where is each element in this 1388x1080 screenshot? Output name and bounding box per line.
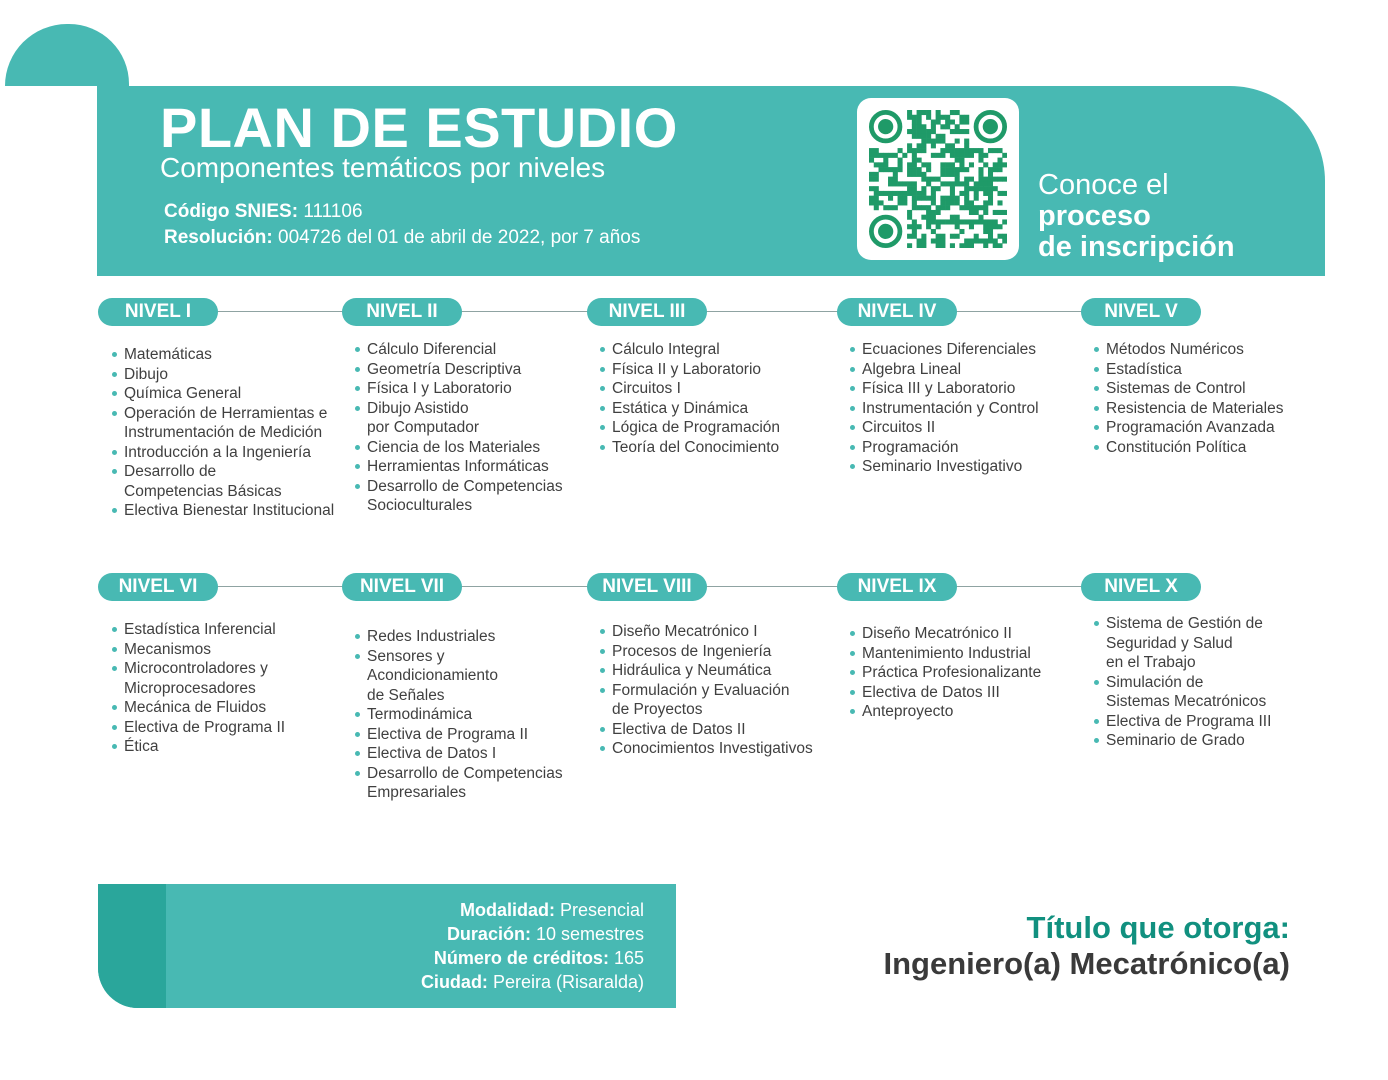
subject-item: Electiva Bienestar Institucional	[112, 501, 337, 521]
level-pill-1: NIVEL I	[98, 298, 218, 326]
subject-item: Procesos de Ingeniería	[600, 642, 830, 662]
creditos-label: Número de créditos:	[433, 948, 609, 968]
subject-item: Electiva de Programa III	[1094, 712, 1324, 732]
subject-item: Conocimientos Investigativos	[600, 739, 830, 759]
subject-item: Dibujo	[112, 365, 337, 385]
level-pill-7: NIVEL VII	[342, 573, 462, 601]
subject-item: Ciencia de los Materiales	[355, 438, 580, 458]
degree-title	[884, 910, 1291, 982]
subject-item: Programación Avanzada	[1094, 418, 1324, 438]
subject-item: Mecanismos	[112, 640, 337, 660]
level-pill-5: NIVEL V	[1081, 298, 1201, 326]
subject-item: Física II y Laboratorio	[600, 360, 830, 380]
subject-item: Redes Industriales	[355, 627, 580, 647]
subject-item: Seminario de Grado	[1094, 731, 1324, 751]
page-subtitle: Componentes temáticos por niveles	[160, 152, 606, 183]
snies-code	[164, 200, 363, 224]
snies-value: 111106	[298, 201, 363, 222]
cta-line-3: de inscripción	[1038, 231, 1235, 263]
subject-item: Ecuaciones Diferenciales	[850, 340, 1075, 360]
level-9-list	[850, 624, 1075, 722]
registration-cta	[1038, 170, 1235, 263]
subject-item: Estadística Inferencial	[112, 620, 337, 640]
subject-item: Operación de Herramientas e Instrumentación de Medición	[112, 404, 337, 443]
subject-item: Desarrollo de Competencias Básicas	[112, 462, 337, 501]
level-pill-9: NIVEL IX	[837, 573, 957, 601]
level-6-list	[112, 620, 337, 757]
resolution	[164, 226, 640, 250]
qr-code[interactable]	[857, 98, 1019, 260]
subject-item: Geometría Descriptiva	[355, 360, 580, 380]
degree-value: Ingeniero(a) Mecatrónico(a)	[883, 946, 1290, 981]
subject-item: Instrumentación y Control	[850, 399, 1075, 419]
cta-line-2: proceso	[1038, 200, 1151, 232]
subject-item: Microcontroladores y Microprocesadores	[112, 659, 337, 698]
subject-item: Circuitos II	[850, 418, 1075, 438]
level-8-list	[600, 622, 830, 759]
qr-code-icon	[869, 110, 1007, 248]
page-title: PLAN DE ESTUDIO	[160, 96, 678, 159]
subject-item: Electiva de Programa II	[112, 718, 337, 738]
subject-item: Diseño Mecatrónico I	[600, 622, 830, 642]
subject-item: Lógica de Programación	[600, 418, 830, 438]
subject-item: Teoría del Conocimiento	[600, 438, 830, 458]
level-pill-2: NIVEL II	[342, 298, 462, 326]
duracion	[421, 922, 644, 946]
subject-item: Anteproyecto	[850, 702, 1075, 722]
decorative-leaf	[5, 24, 129, 86]
subject-item: Simulación de Sistemas Mecatrónicos	[1094, 673, 1324, 712]
subject-item: Seminario Investigativo	[850, 457, 1075, 477]
subject-item: Termodinámica	[355, 705, 580, 725]
ciudad-value: Pereira (Risaralda)	[487, 972, 644, 992]
ciudad-label: Ciudad:	[420, 972, 488, 992]
level-5-list	[1094, 340, 1324, 457]
subject-item: Electiva de Programa II	[355, 725, 580, 745]
resolution-value: 004726 del 01 de abril de 2022, por 7 años	[272, 227, 641, 248]
subject-item: Electiva de Datos II	[600, 720, 830, 740]
subject-item: Cálculo Integral	[600, 340, 830, 360]
duracion-label: Duración:	[446, 924, 531, 944]
creditos-value: 165	[608, 948, 644, 968]
duracion-value: 10 semestres	[530, 924, 644, 944]
subject-item: Constitución Política	[1094, 438, 1324, 458]
subject-item: Matemáticas	[112, 345, 337, 365]
subject-item: Electiva de Datos III	[850, 683, 1075, 703]
level-4-list	[850, 340, 1075, 477]
subject-item: Circuitos I	[600, 379, 830, 399]
subject-item: Mantenimiento Industrial	[850, 644, 1075, 664]
modalidad	[421, 898, 644, 922]
subject-item: Práctica Profesionalizante	[850, 663, 1075, 683]
subject-item: Estadística	[1094, 360, 1324, 380]
level-10-list	[1094, 614, 1324, 751]
ciudad	[421, 970, 644, 994]
subject-item: Sistemas de Control	[1094, 379, 1324, 399]
level-2-list	[355, 340, 580, 516]
resolution-label: Resolución:	[164, 227, 273, 248]
subject-item: Desarrollo de Competencias Socioculturales	[355, 477, 580, 516]
subject-item: Sensores y Acondicionamiento de Señales	[355, 647, 580, 706]
subject-item: Cálculo Diferencial	[355, 340, 580, 360]
level-pill-10: NIVEL X	[1081, 573, 1201, 601]
subject-item: Sistema de Gestión de Seguridad y Salud en el Trabajo	[1094, 614, 1324, 673]
modalidad-label: Modalidad:	[459, 900, 555, 920]
level-7-list	[355, 627, 580, 803]
subject-item: Estática y Dinámica	[600, 399, 830, 419]
subject-item: Formulación y Evaluación de Proyectos	[600, 681, 830, 720]
subject-item: Diseño Mecatrónico II	[850, 624, 1075, 644]
subject-item: Programación	[850, 438, 1075, 458]
subject-item: Física I y Laboratorio	[355, 379, 580, 399]
subject-item: Química General	[112, 384, 337, 404]
info-stripe	[98, 884, 166, 1008]
modalidad-value: Presencial	[554, 900, 644, 920]
degree-label: Título que otorga:	[1026, 910, 1290, 945]
program-info	[421, 898, 644, 994]
creditos	[421, 946, 644, 970]
level-pill-6: NIVEL VI	[98, 573, 218, 601]
subject-item: Introducción a la Ingeniería	[112, 443, 337, 463]
level-pill-8: NIVEL VIII	[587, 573, 707, 601]
subject-item: Resistencia de Materiales	[1094, 399, 1324, 419]
subject-item: Desarrollo de Competencias Empresariales	[355, 764, 580, 803]
subject-item: Electiva de Datos I	[355, 744, 580, 764]
subject-item: Dibujo Asistido por Computador	[355, 399, 580, 438]
level-3-list	[600, 340, 830, 457]
level-1-list	[112, 345, 337, 521]
subject-item: Mecánica de Fluidos	[112, 698, 337, 718]
level-pill-3: NIVEL III	[587, 298, 707, 326]
cta-line-1: Conoce el	[1038, 169, 1169, 201]
level-pill-4: NIVEL IV	[837, 298, 957, 326]
subject-item: Herramientas Informáticas	[355, 457, 580, 477]
subject-item: Hidráulica y Neumática	[600, 661, 830, 681]
subject-item: Algebra Lineal	[850, 360, 1075, 380]
subject-item: Métodos Numéricos	[1094, 340, 1324, 360]
snies-label: Código SNIES:	[164, 201, 299, 222]
subject-item: Ética	[112, 737, 337, 757]
program-info-box	[98, 884, 676, 1008]
subject-item: Física III y Laboratorio	[850, 379, 1075, 399]
